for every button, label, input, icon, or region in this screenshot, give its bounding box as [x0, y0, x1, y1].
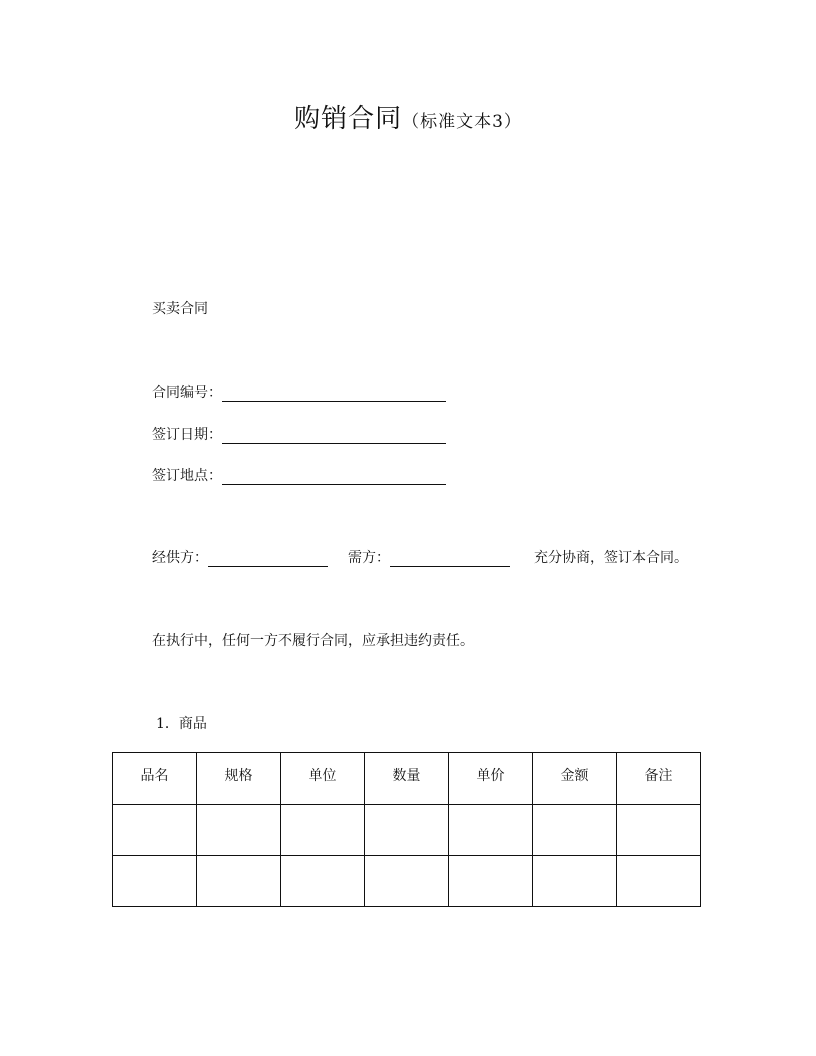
buyer-blank[interactable] [390, 552, 510, 567]
goods-table [112, 752, 701, 907]
table-cell[interactable] [197, 805, 281, 856]
contract-number-label: 合同编号： [152, 385, 222, 401]
header-remarks: 备注 [617, 753, 701, 805]
header-quantity: 数量 [365, 753, 449, 805]
table-cell[interactable] [281, 805, 365, 856]
table-cell[interactable] [449, 805, 533, 856]
table-cell[interactable] [617, 805, 701, 856]
signing-date-row [152, 424, 446, 444]
table-cell[interactable] [449, 856, 533, 907]
table-cell[interactable] [197, 856, 281, 907]
table-cell[interactable] [617, 856, 701, 907]
table-cell[interactable] [113, 805, 197, 856]
table-cell[interactable] [365, 856, 449, 907]
table-cell[interactable] [113, 856, 197, 907]
breach-clause: 在执行中，任何一方不履行合同，应承担违约责任。 [152, 633, 474, 649]
table-row [113, 856, 701, 907]
goods-table-header-row [113, 753, 701, 805]
contract-subtitle: 买卖合同 [152, 301, 208, 317]
table-cell[interactable] [533, 805, 617, 856]
section-goods-heading: 1．商品 [156, 716, 207, 732]
header-specification: 规格 [197, 753, 281, 805]
table-cell[interactable] [365, 805, 449, 856]
signing-place-label: 签订地点： [152, 468, 222, 484]
supplier-label: 经供方： [152, 550, 208, 566]
signing-place-row [152, 465, 446, 485]
signing-date-label: 签订日期： [152, 427, 222, 443]
buyer-label: 需方： [348, 550, 390, 566]
supplier-group [152, 547, 328, 567]
header-unit-price: 单价 [449, 753, 533, 805]
agreement-text: 充分协商，签订本合同。 [534, 550, 688, 566]
table-row [113, 805, 701, 856]
header-amount: 金额 [533, 753, 617, 805]
title-main: 购销合同 [294, 104, 403, 134]
contract-number-row [152, 382, 446, 402]
header-unit: 单位 [281, 753, 365, 805]
signing-date-blank[interactable] [222, 429, 446, 444]
title-sub: （标准文本3） [402, 112, 522, 132]
table-cell[interactable] [281, 856, 365, 907]
document-title [0, 98, 816, 135]
contract-number-blank[interactable] [222, 387, 446, 402]
header-product-name: 品名 [113, 753, 197, 805]
table-cell[interactable] [533, 856, 617, 907]
supplier-blank[interactable] [208, 552, 328, 567]
signing-place-blank[interactable] [222, 470, 446, 485]
buyer-group [348, 547, 510, 567]
